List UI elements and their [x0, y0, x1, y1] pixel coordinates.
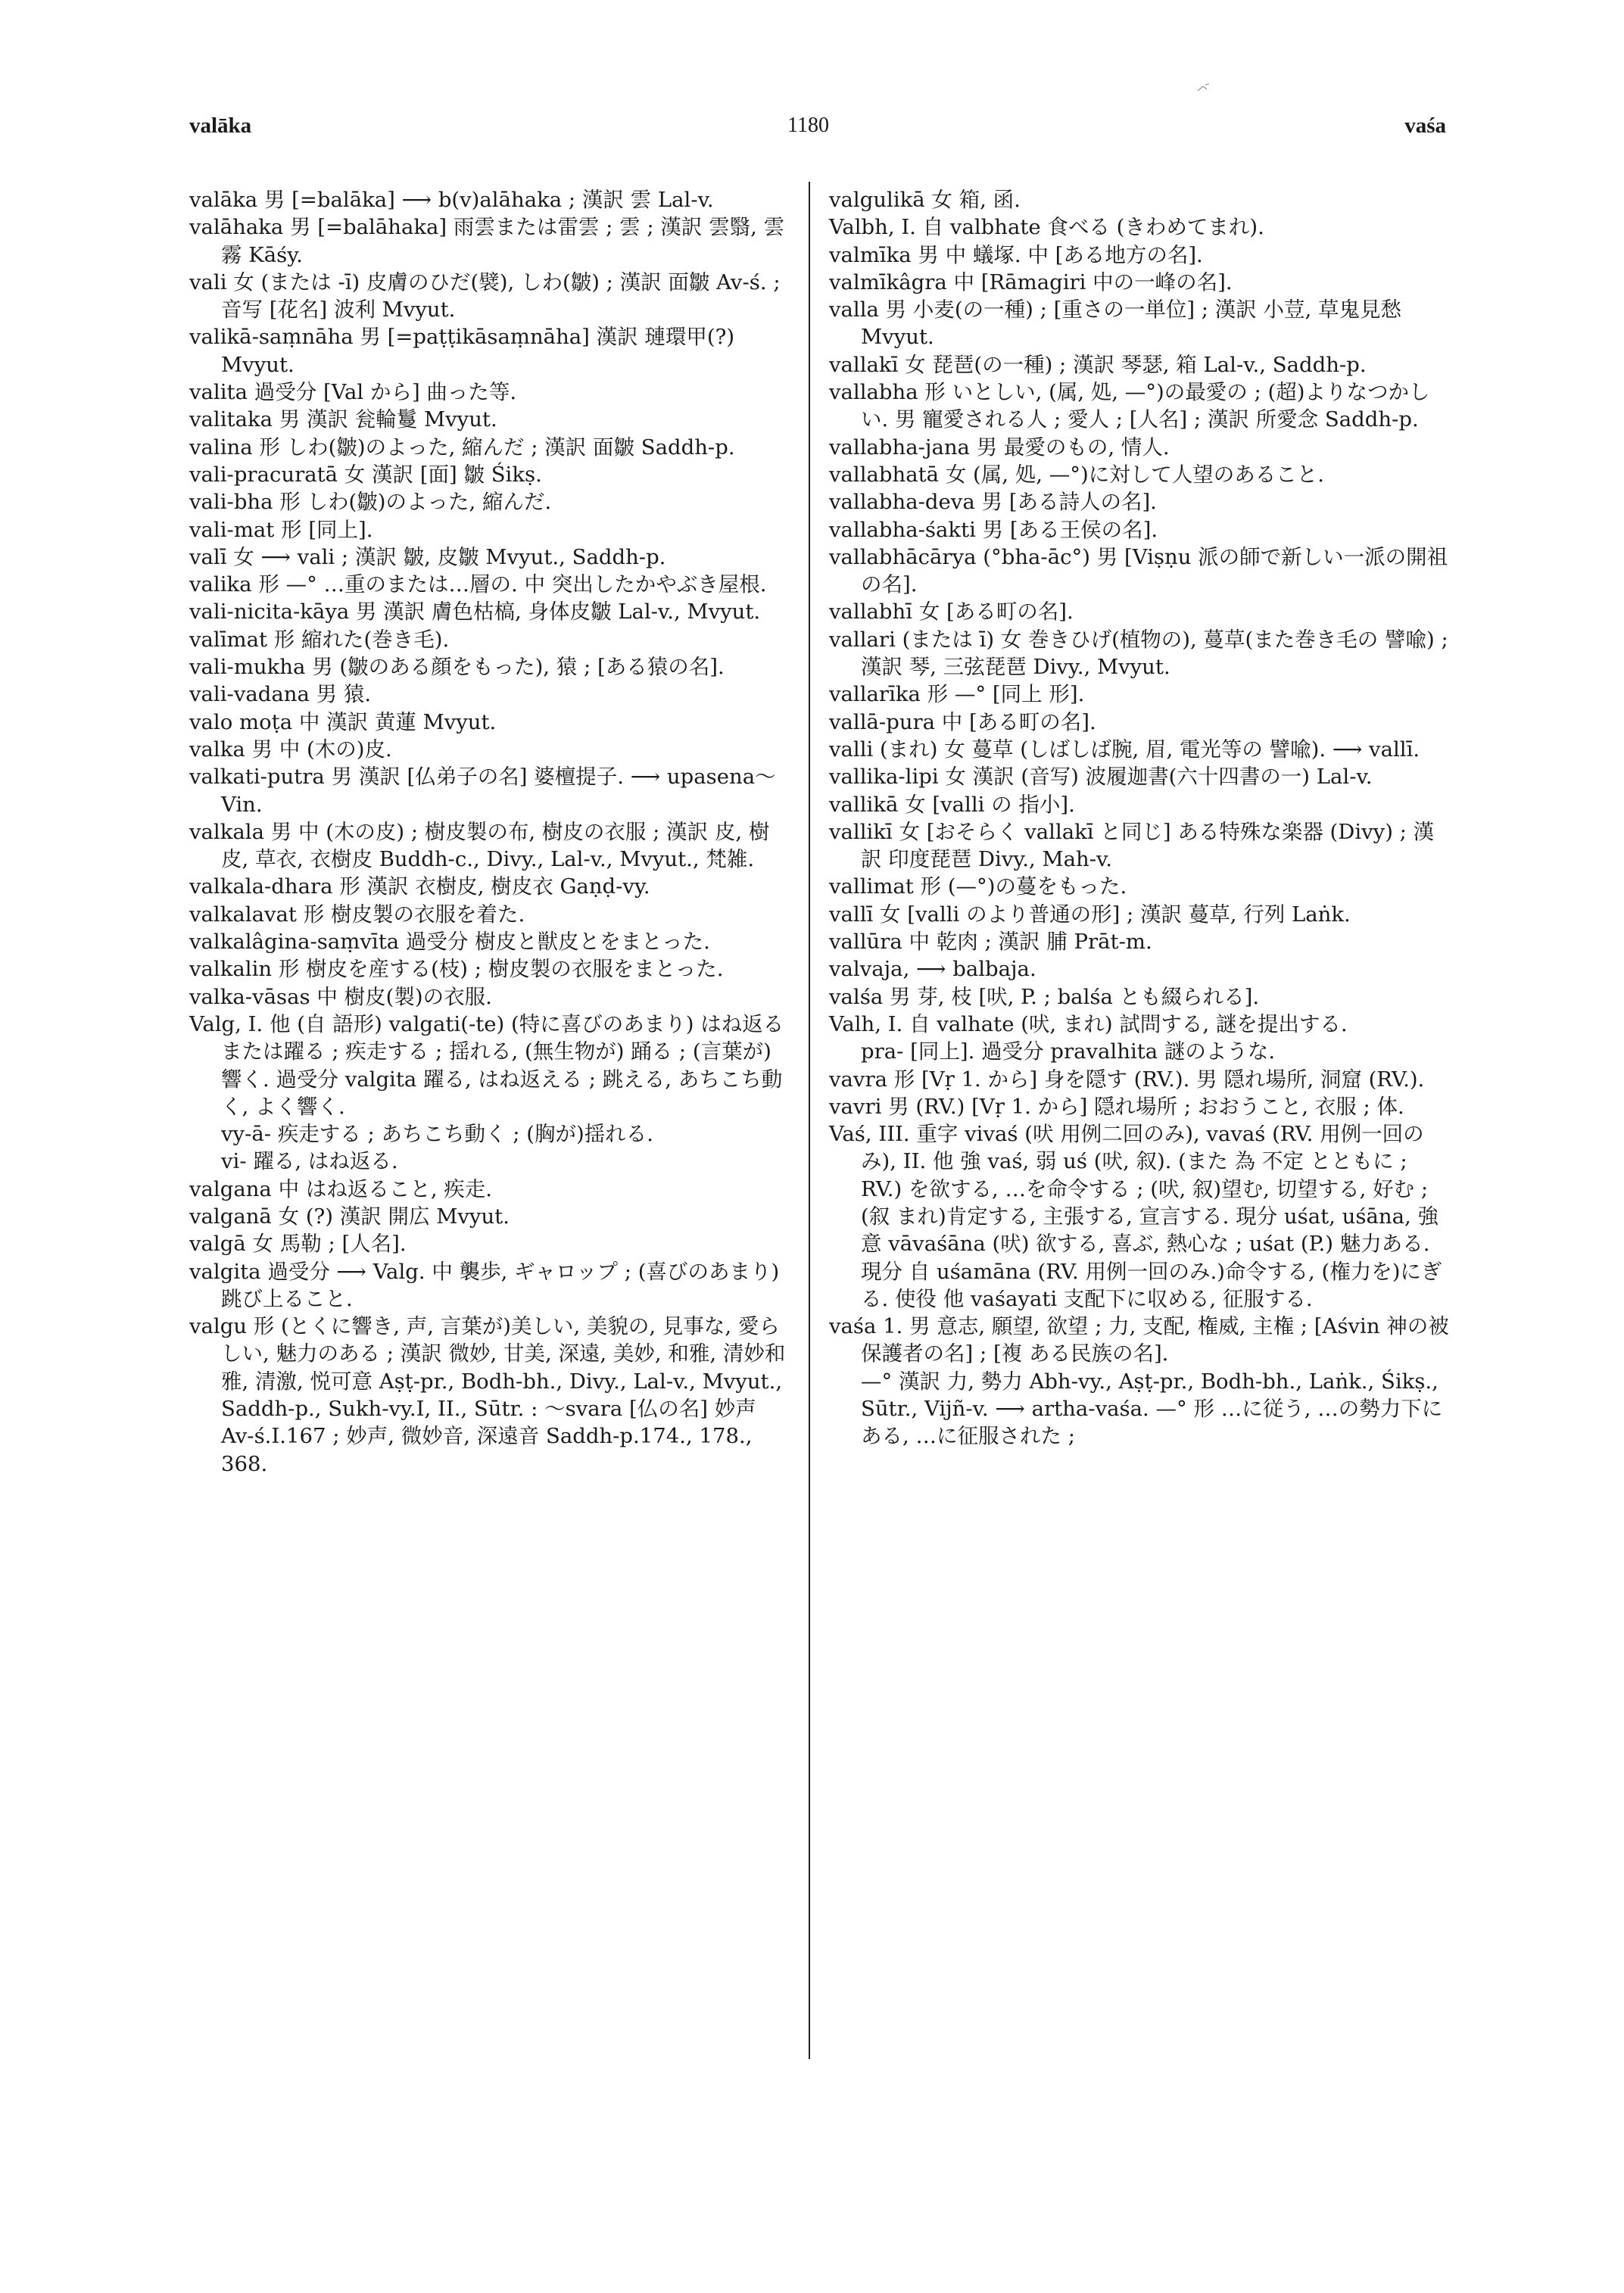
dictionary-entry: Valh, I. 自 valhate (吠, まれ) 試問する, 謎を提出する. — [829, 1011, 1348, 1036]
dictionary-entry: valli (まれ) 女 蔓草 (しばしば腕, 眉, 電光等の 譬喩). ⟶ vallī. — [829, 737, 1420, 762]
right-running-headword: vaśa — [1404, 114, 1446, 138]
dictionary-entry: valika 形 —° …重のまたは…層の. 中 突出したかやぶき屋根. — [189, 572, 767, 597]
dictionary-entry: valīmat 形 縮れた(巻き毛). — [189, 627, 450, 652]
right-column — [829, 186, 1454, 1450]
dictionary-entry: vallūra 中 乾肉 ; 漢訳 脯 Prāt-m. — [829, 930, 1152, 955]
dictionary-entry: vallabha-śakti 男 [ある王侯の名]. — [829, 517, 1158, 542]
dictionary-entry: Vaś, III. 重字 vivaś (吠 用例二回のみ), vavaś (RV. 用例一回のみ), II. 他 強 vaś, 弱 uś (吠, 叙). (また 為 不定 とともに ; RV.) を欲する, …を命令する ; (吠, 叙)望む, 切望する, 好む ; (叙 まれ)肯定する, 主張する, 宣言する. 現分 uśat, uśāna, 強意 vāvaśāna (吠) 欲する, 喜ぶ, 熱心な ; uśat (P.) 魅力ある. 現分 自 uśamāna (RV. 用例一回のみ.)命令する, (権力を)にぎる. 使役 他 vaśayati 支配下に収める, 征服する. — [829, 1122, 1442, 1311]
dictionary-entry: valkalavat 形 樹皮製の衣服を着た. — [189, 902, 525, 927]
dictionary-entry: valitaka 男 漢訳 瓮輪鬘 Mvyut. — [189, 407, 497, 432]
dictionary-entry: valkala-dhara 形 漢訳 衣樹皮, 樹皮衣 Gaṇḍ-vy. — [189, 874, 650, 899]
left-running-headword: valāka — [189, 114, 252, 138]
dictionary-entry: vali-pracuratā 女 漢訳 [面] 皺 Śikṣ. — [189, 462, 542, 487]
dictionary-entry: vallī 女 [valli のより普通の形] ; 漢訳 蔓草, 行列 Laṅk. — [829, 902, 1351, 927]
dictionary-entry: vallikā 女 [valli の 指小]. — [829, 792, 1075, 817]
left-column — [189, 186, 791, 1478]
dictionary-entry: vallikī 女 [おそらく vallakī と同じ] ある特殊な楽器 (Divy) ; 漢訳 印度琵琶 Divy., Mah-v. — [829, 819, 1435, 872]
dictionary-entry: vallari (または ī) 女 巻きひげ(植物の), 蔓草(また巻き毛の 譬喩) ; 漢訳 琴, 三弦琵琶 Divy., Mvyut. — [829, 627, 1448, 680]
dictionary-entry: vali-bha 形 しわ(皺)のよった, 縮んだ. — [189, 490, 552, 515]
dictionary-entry: valgana 中 はね返ること, 疾走. — [189, 1176, 493, 1201]
dictionary-entry: vali-mukha 男 (皺のある顔をもった), 猿 ; [ある猿の名]. — [189, 655, 725, 680]
dictionary-entry: vali 女 (または -ī) 皮膚のひだ(襞), しわ(皺) ; 漢訳 面皺 Av-ś. ; 音写 [花名] 波利 Mvyut. — [189, 269, 781, 322]
dictionary-entry: valkalâgina-saṃvīta 過受分 樹皮と獣皮とをまとった. — [189, 930, 710, 955]
dictionary-entry: valgita 過受分 ⟶ Valg. 中 襲歩, ギャロップ ; (喜びのあまり)跳び上ること. — [189, 1259, 780, 1311]
dictionary-entry: valśa 男 芽, 枝 [吠, P. ; balśa とも綴られる]. — [829, 984, 1260, 1009]
page-number: 1180 — [787, 114, 829, 137]
dictionary-entry: Valbh, I. 自 valbhate 食べる (きわめてまれ). — [829, 215, 1264, 240]
dictionary-entry: valka-vāsas 中 樹皮(製)の衣服. — [189, 984, 492, 1009]
dictionary-entry: valī 女 ⟶ vali ; 漢訳 皺, 皮皺 Mvyut., Saddh-p. — [189, 544, 666, 569]
dictionary-entry: valgā 女 馬勒 ; [人名]. — [189, 1232, 407, 1257]
dictionary-entry: vallabhācārya (°bha-āc°) 男 [Viṣṇu 派の師で新しい一派の開祖の名]. — [829, 544, 1448, 597]
speck-mark — [1196, 83, 1211, 94]
dictionary-entry: vallimat 形 (—°)の蔓をもった. — [829, 874, 1127, 899]
dictionary-entry: vali-mat 形 [同上]. — [189, 517, 373, 542]
dictionary-entry: vali-nicita-kāya 男 漢訳 膚色枯槁, 身体皮皺 Lal-v., Mvyut. — [189, 600, 761, 625]
dictionary-entry: vallika-lipi 女 漢訳 (音写) 波履迦書(六十四書の一) Lal-v. — [829, 765, 1373, 790]
dictionary-entry: vallarīka 形 —° [同上 形]. — [829, 682, 1085, 707]
dictionary-entry: vallabhatā 女 (属, 処, —°)に対して人望のあること. — [829, 462, 1324, 487]
dictionary-subentry: vy-ā- 疾走する ; あちこち動く ; (胸が)揺れる. — [221, 1122, 653, 1147]
dictionary-entry: vaśa 1. 男 意志, 願望, 欲望 ; 力, 支配, 権威, 主権 ; [Aśvin 神の被保護者の名] ; [複 ある民族の名]. — [829, 1314, 1449, 1366]
dictionary-entry: vallā-pura 中 [ある町の名]. — [829, 709, 1096, 734]
dictionary-entry: valkala 男 中 (木の皮) ; 樹皮製の布, 樹皮の衣服 ; 漢訳 皮, 樹皮, 草衣, 衣樹皮 Buddh-c., Divy., Lal-v., Mvyut., 梵雑. — [189, 819, 770, 872]
column-divider — [809, 182, 810, 2059]
dictionary-entry: valkati-putra 男 漢訳 [仏弟子の名] 婆檀提子. ⟶ upasena～ Vin. — [189, 765, 776, 817]
dictionary-entry: Valg, I. 他 (自 語形) valgati(-te) (特に喜びのあまり) はね返るまたは躍る ; 疾走する ; 揺れる, (無生物が) 踊る ; (言葉が)響く. 過受分 valgita 躍る, はね返える ; 跳える, あちこち動く, よく響く. — [189, 1011, 784, 1119]
dictionary-entry: valla 男 小麦(の一種) ; [重さの一単位] ; 漢訳 小荳, 草鬼見愁 Mvyut. — [829, 298, 1402, 350]
dictionary-entry: valkalin 形 樹皮を産する(枝) ; 樹皮製の衣服をまとった. — [189, 957, 724, 982]
dictionary-entry: vallabhī 女 [ある町の名]. — [829, 600, 1074, 625]
dictionary-entry: valmīkâgra 中 [Rāmagiri 中の一峰の名]. — [829, 269, 1233, 294]
dictionary-entry: valgulikā 女 箱, 函. — [829, 188, 1021, 212]
dictionary-entry: valka 男 中 (木の)皮. — [189, 737, 392, 762]
dictionary-entry: valikā-saṃnāha 男 [=paṭṭikāsaṃnāha] 漢訳 璉環甲(?) Mvyut. — [189, 325, 735, 377]
dictionary-entry: valāka 男 [=balāka] ⟶ b(v)alāhaka ; 漢訳 雲 Lal-v. — [189, 188, 714, 212]
dictionary-entry: valo moṭa 中 漢訳 黄蓮 Mvyut. — [189, 709, 497, 734]
dictionary-entry: valvaja, ⟶ balbaja. — [829, 957, 1036, 982]
dictionary-entry: valina 形 しわ(皺)のよった, 縮んだ ; 漢訳 面皺 Saddh-p. — [189, 435, 735, 460]
dictionary-entry: vali-vadana 男 猿. — [189, 682, 372, 707]
dictionary-entry: valāhaka 男 [=balāhaka] 雨雲または雷雲 ; 雲 ; 漢訳 雲翳, 雲霧 Kāśy. — [189, 215, 785, 267]
dictionary-entry: valita 過受分 [Val から] 曲った等. — [189, 380, 517, 405]
dictionary-subentry: vi- 躍る, はね返る. — [221, 1149, 398, 1174]
dictionary-entry: vallakī 女 琵琶(の一種) ; 漢訳 琴瑟, 箱 Lal-v., Saddh-p. — [829, 352, 1367, 377]
dictionary-entry: vallabha 形 いとしい, (属, 処, —°)の最愛の ; (超)よりなつかしい. 男 寵愛される人 ; 愛人 ; [人名] ; 漢訳 所愛念 Saddh-p. — [829, 380, 1430, 432]
dictionary-entry: valgu 形 (とくに響き, 声, 言葉が)美しい, 美貌の, 見事な, 愛らしい, 魅力のある ; 漢訳 微妙, 甘美, 深遠, 美妙, 和雅, 清妙和雅, 清激, 悦可意 Aṣṭ-pr., Bodh-bh., Divy., Lal-v., Mvyut., Saddh-p., Sukh-vy.I, II., Sūtr. : ～svara [仏の名] 妙声 Av-ś.I.167 ; 妙声, 微妙音, 深遠音 Saddh-p.174., 178., 368. — [189, 1314, 786, 1476]
dictionary-entry: vavra 形 [Vṛ 1. から] 身を隠す (RV.). 男 隠れ場所, 洞窟 (RV.). — [829, 1067, 1425, 1092]
page-header — [189, 114, 1446, 151]
dictionary-entry: valganā 女 (?) 漢訳 開広 Mvyut. — [189, 1204, 510, 1229]
dictionary-entry: vavri 男 (RV.) [Vṛ 1. から] 隠れ場所 ; おおうこと, 衣服 ; 体. — [829, 1094, 1404, 1119]
dictionary-subentry: pra- [同上]. 過受分 pravalhita 謎のような. — [861, 1039, 1276, 1064]
dictionary-entry: vallabha-deva 男 [ある詩人の名]. — [829, 490, 1157, 515]
dictionary-entry: valmīka 男 中 蟻塚. 中 [ある地方の名]. — [829, 242, 1203, 267]
dictionary-entry: vallabha-jana 男 最愛のもの, 情人. — [829, 435, 1170, 460]
dictionary-subentry: —° 漢訳 力, 勢力 Abh-vy., Aṣṭ-pr., Bodh-bh., Laṅk., Śikṣ., Sūtr., Vijñ-v. ⟶ artha-vaśa. —° 形 …に従う, …の勢力下にある, …に征服された ; — [861, 1369, 1443, 1449]
